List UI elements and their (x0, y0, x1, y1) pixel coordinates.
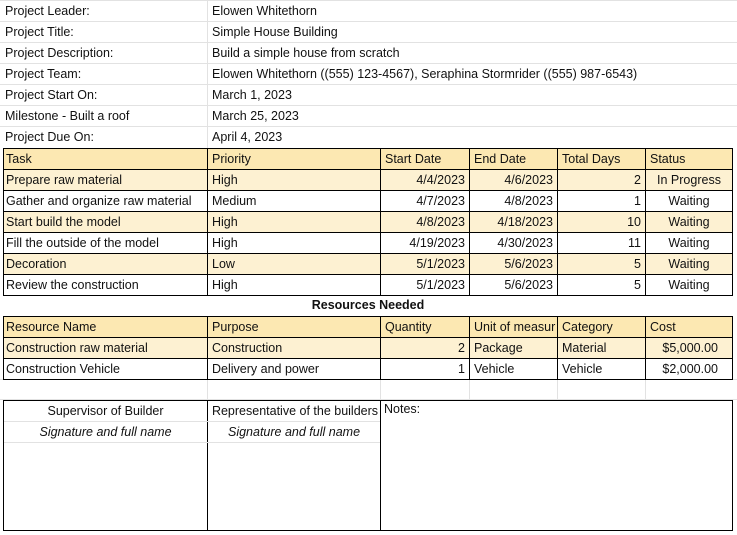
gridline (207, 380, 208, 400)
task-status-cell[interactable]: Waiting (668, 215, 710, 229)
task-total-days-cell[interactable]: 1 (634, 194, 641, 208)
total-days-col-header[interactable]: Total Days (562, 152, 621, 166)
milestone-value[interactable]: March 25, 2023 (212, 109, 299, 123)
task-priority-cell[interactable]: High (212, 173, 238, 187)
task-status-cell[interactable]: Waiting (668, 236, 710, 250)
border-line (732, 316, 733, 380)
task-name-cell[interactable]: Start build the model (6, 215, 121, 229)
resource-unit-cell[interactable]: Package (474, 341, 523, 355)
task-status-cell[interactable]: Waiting (668, 278, 710, 292)
project-start-label: Project Start On: (5, 88, 98, 102)
resource-category-cell[interactable]: Material (562, 341, 607, 355)
task-end-date-cell[interactable]: 4/18/2023 (497, 215, 553, 229)
project-description-value[interactable]: Build a simple house from scratch (212, 46, 400, 60)
task-total-days-cell[interactable]: 11 (628, 236, 641, 250)
project-due-label: Project Due On: (5, 130, 94, 144)
project-start-value[interactable]: March 1, 2023 (212, 88, 292, 102)
task-end-date-cell[interactable]: 4/30/2023 (497, 236, 553, 250)
milestone-label: Milestone - Built a roof (5, 109, 130, 123)
resource-cost-cell[interactable]: $2,000.00 (662, 362, 718, 376)
supervisor-label: Supervisor of Builder (47, 404, 164, 418)
task-total-days-cell[interactable]: 10 (627, 215, 641, 229)
task-priority-cell[interactable]: High (212, 215, 238, 229)
project-title-label: Project Title: (5, 25, 74, 39)
resource-name-cell[interactable]: Construction raw material (6, 341, 148, 355)
task-end-date-cell[interactable]: 5/6/2023 (504, 257, 553, 271)
task-priority-cell[interactable]: High (212, 236, 238, 250)
supervisor-signature-hint[interactable]: Signature and full name (39, 425, 172, 439)
purpose-col-header[interactable]: Purpose (212, 320, 259, 334)
task-name-cell[interactable]: Gather and organize raw material (6, 194, 192, 208)
gridline (557, 380, 558, 400)
start-date-col-header[interactable]: Start Date (385, 152, 442, 166)
task-end-date-cell[interactable]: 4/8/2023 (504, 194, 553, 208)
task-start-date-cell[interactable]: 4/7/2023 (416, 194, 465, 208)
resource-name-cell[interactable]: Construction Vehicle (6, 362, 120, 376)
project-title-value[interactable]: Simple House Building (212, 25, 338, 39)
task-total-days-cell[interactable]: 5 (634, 278, 641, 292)
gridline (469, 380, 470, 400)
category-col-header[interactable]: Category (562, 320, 613, 334)
representative-label: Representative of the builders (211, 404, 379, 418)
quantity-col-header[interactable]: Quantity (385, 320, 432, 334)
task-start-date-cell[interactable]: 4/8/2023 (416, 215, 465, 229)
project-team-label: Project Team: (5, 67, 82, 81)
task-start-date-cell[interactable]: 5/1/2023 (416, 257, 465, 271)
border-line (3, 530, 733, 531)
project-leader-value[interactable]: Elowen Whitethorn (212, 4, 317, 18)
task-priority-cell[interactable]: Medium (212, 194, 257, 208)
resource-unit-cell[interactable]: Vehicle (474, 362, 515, 376)
task-name-cell[interactable]: Prepare raw material (6, 173, 123, 187)
task-total-days-cell[interactable]: 2 (634, 173, 641, 187)
resource-cost-cell[interactable]: $5,000.00 (662, 341, 718, 355)
project-team-value[interactable]: Elowen Whitethorn ((555) 123-4567), Seraphina Stormrider ((555) 987-6543) (212, 67, 638, 81)
resource-quantity-cell[interactable]: 2 (458, 341, 465, 355)
resource-quantity-cell[interactable]: 1 (458, 362, 465, 376)
resource-name-col-header[interactable]: Resource Name (6, 320, 97, 334)
task-status-cell[interactable]: Waiting (668, 257, 710, 271)
resources-title: Resources Needed (311, 298, 425, 312)
representative-signature-hint[interactable]: Signature and full name (227, 425, 361, 439)
task-start-date-cell[interactable]: 4/4/2023 (416, 173, 465, 187)
task-status-cell[interactable]: In Progress (657, 173, 721, 187)
end-date-col-header[interactable]: End Date (474, 152, 527, 166)
unit-col-header[interactable]: Unit of measur (474, 320, 556, 334)
task-end-date-cell[interactable]: 5/6/2023 (504, 278, 553, 292)
task-end-date-cell[interactable]: 4/6/2023 (504, 173, 553, 187)
border-line (732, 148, 733, 296)
project-due-value[interactable]: April 4, 2023 (212, 130, 283, 144)
gridline (380, 380, 381, 400)
task-name-cell[interactable]: Fill the outside of the model (6, 236, 159, 250)
priority-col-header[interactable]: Priority (212, 152, 251, 166)
gridline (645, 380, 646, 400)
task-start-date-cell[interactable]: 5/1/2023 (416, 278, 465, 292)
resource-purpose-cell[interactable]: Construction (212, 341, 283, 355)
cost-col-header[interactable]: Cost (650, 320, 676, 334)
task-priority-cell[interactable]: High (212, 278, 238, 292)
status-col-header[interactable]: Status (650, 152, 686, 166)
task-total-days-cell[interactable]: 5 (634, 257, 641, 271)
task-status-cell[interactable]: Waiting (668, 194, 710, 208)
notes-label[interactable]: Notes: (384, 402, 421, 416)
task-priority-cell[interactable]: Low (212, 257, 235, 271)
task-name-cell[interactable]: Review the construction (6, 278, 139, 292)
task-start-date-cell[interactable]: 4/19/2023 (409, 236, 465, 250)
border-line (732, 400, 733, 531)
resource-category-cell[interactable]: Vehicle (562, 362, 603, 376)
task-col-header[interactable]: Task (6, 152, 32, 166)
project-leader-label: Project Leader: (5, 4, 90, 18)
task-name-cell[interactable]: Decoration (6, 257, 67, 271)
resource-purpose-cell[interactable]: Delivery and power (212, 362, 319, 376)
project-description-label: Project Description: (5, 46, 114, 60)
